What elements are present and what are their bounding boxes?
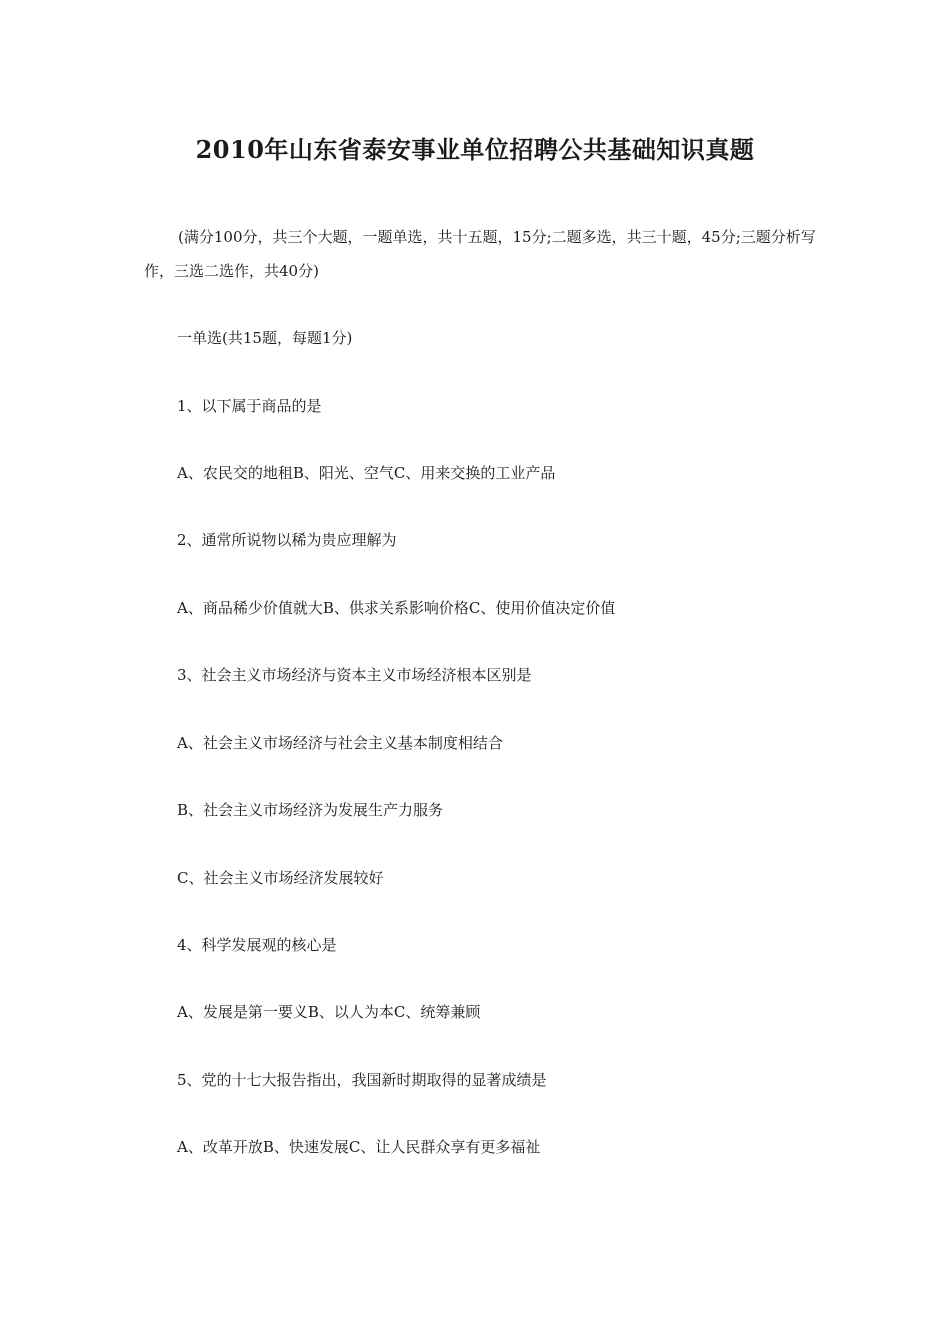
section-heading: 一单选(共15题，每题1分) <box>177 329 353 347</box>
question-1-options: A、农民交的地租B、阳光、空气C、用来交换的工业产品 <box>177 464 556 482</box>
question-4-options: A、发展是第一要义B、以人为本C、统筹兼顾 <box>177 1003 481 1021</box>
question-5: 5、党的十七大报告指出，我国新时期取得的显著成绩是 <box>177 1071 547 1089</box>
question-3-option-b: B、社会主义市场经济为发展生产力服务 <box>177 801 444 819</box>
document-title: 2010年山东省泰安事业单位招聘公共基础知识真题 <box>195 135 755 164</box>
question-5-options: A、改革开放B、快速发展C、让人民群众享有更多福祉 <box>177 1138 541 1156</box>
question-4: 4、科学发展观的核心是 <box>177 936 337 954</box>
question-3: 3、社会主义市场经济与资本主义市场经济根本区别是 <box>177 666 532 684</box>
question-1: 1、以下属于商品的是 <box>177 397 322 415</box>
question-3-option-c: C、社会主义市场经济发展较好 <box>177 869 384 887</box>
question-3-option-a: A、社会主义市场经济与社会主义基本制度相结合 <box>177 734 503 752</box>
exam-intro: (满分100分，共三个大题，一题单选，共十五题，15分;二题多选，共三十题，45分;三题分析写作，三选二选作，共40分) <box>144 228 816 280</box>
question-2-options: A、商品稀少价值就大B、供求关系影响价格C、使用价值决定价值 <box>177 599 616 617</box>
question-2: 2、通常所说物以稀为贵应理解为 <box>177 531 397 549</box>
